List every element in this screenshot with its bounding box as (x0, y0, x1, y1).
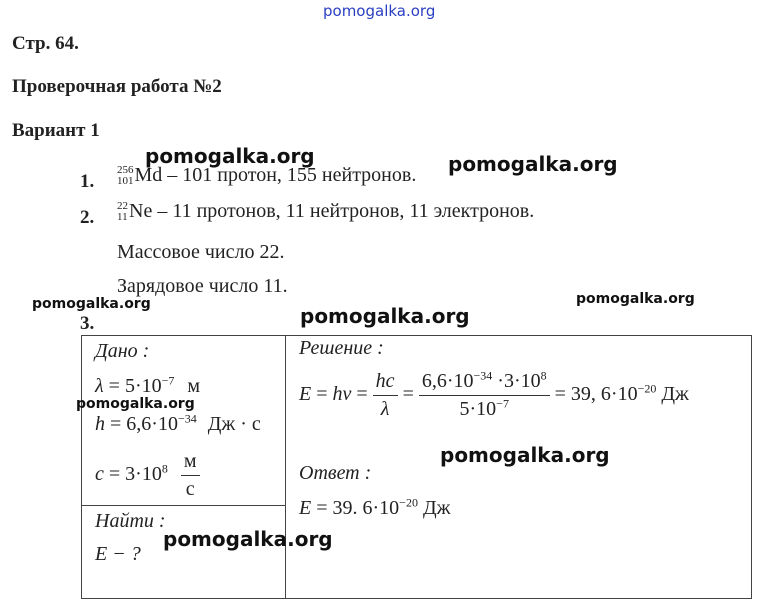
sol-frac1-denominator: λ (380, 398, 390, 420)
watermark-overlay: pomogalka.org (440, 443, 610, 467)
sol-frac2-num-a-exp: −34 (473, 368, 493, 383)
h-value: = 6,6·10 (105, 413, 178, 435)
c-unit-numerator: м (181, 450, 200, 476)
watermark-overlay: pomogalka.org (448, 152, 618, 176)
task2-isotope-indices (117, 201, 128, 223)
task1-charge-number: 101 (117, 175, 134, 188)
task1-isotope-indices (117, 165, 134, 187)
solution-formula (299, 370, 689, 421)
watermark-overlay: pomogalka.org (163, 527, 333, 551)
h-symbol: h (95, 413, 105, 435)
c-symbol: c (95, 463, 104, 486)
answer-label: Ответ : (299, 462, 372, 484)
sol-frac2-num-b-exp: 8 (540, 368, 547, 383)
solution-label: Решение : (299, 337, 384, 359)
given-lambda (95, 375, 200, 398)
watermark-overlay: pomogalka.org (576, 291, 695, 307)
c-exponent: 8 (161, 461, 168, 476)
task2-charge-line: Зарядовое число 11. (117, 275, 288, 297)
sol-energy-symbol: E (299, 383, 312, 406)
sol-fraction-hc-lambda (373, 370, 398, 421)
table-horizontal-divider (81, 505, 286, 506)
task1-number: 1. (80, 171, 95, 192)
sol-frac1-numerator: hc (373, 370, 398, 396)
page-label: Стр. 64. (12, 33, 79, 54)
sol-result: = 39, 6·10 (549, 383, 638, 406)
work-title: Проверочная работа №2 (12, 76, 222, 97)
h-unit: Дж · с (207, 413, 261, 435)
lambda-exponent: −7 (161, 373, 175, 388)
sol-frac2-den-exp: −7 (496, 396, 509, 411)
lambda-unit: м (187, 375, 201, 397)
find-label: Найти : (95, 510, 166, 532)
watermark-overlay: pomogalka.org (32, 296, 151, 312)
task2-mass-line: Массовое число 22. (117, 241, 285, 263)
answer-energy-symbol: E (299, 497, 312, 519)
c-unit-fraction (181, 450, 200, 501)
watermark-overlay: pomogalka.org (76, 396, 195, 412)
given-c (95, 450, 200, 501)
task2-number: 2. (80, 207, 95, 228)
sol-frac2-den-value: 5·10 (459, 398, 497, 420)
task2-text: – 11 протонов, 11 нейтронов, 11 электронов. (157, 200, 535, 222)
sol-equals: = (311, 383, 333, 406)
sol-equals-3: = (397, 383, 419, 406)
task2-line (117, 200, 534, 223)
sol-frac2-num-b: ·3·10 (492, 370, 541, 392)
task1-element-symbol: Md (134, 164, 163, 186)
sol-result-exp: −20 (637, 381, 657, 396)
answer-expression (299, 497, 450, 520)
c-value: = 3·10 (103, 463, 162, 486)
given-label: Дано : (95, 340, 150, 362)
given-h (95, 413, 261, 436)
sol-fraction-numeric (419, 370, 550, 421)
sol-equals-2: = (351, 383, 373, 406)
answer-exponent: −20 (399, 495, 418, 510)
task1-text: – 101 протон, 155 нейтронов. (167, 164, 417, 186)
task2-mass-number: 22 (117, 200, 128, 213)
c-unit-denominator: с (185, 478, 195, 500)
sol-frac2-numerator (419, 370, 550, 396)
lambda-value: = 5·10 (103, 375, 162, 397)
find-expression: E − ? (95, 543, 141, 565)
task1-mass-number: 256 (117, 164, 134, 177)
watermark-overlay: pomogalka.org (300, 304, 470, 328)
h-exponent: −34 (177, 411, 197, 426)
answer-value: = 39. 6·10 (311, 497, 400, 519)
answer-unit: Дж (417, 497, 451, 519)
lambda-symbol: λ (95, 375, 104, 397)
watermark-overlay: pomogalka.org (145, 144, 315, 168)
task2-element-symbol: Ne (129, 200, 153, 222)
sol-unit: Дж (656, 383, 689, 406)
task3-number: 3. (80, 313, 95, 334)
sol-frac2-denominator (460, 396, 509, 421)
variant-label: Вариант 1 (12, 120, 100, 141)
task2-charge-number: 11 (117, 211, 128, 224)
sol-frac2-num-a: 6,6·10 (421, 370, 474, 392)
sol-h-nu: hν (332, 383, 352, 406)
table-vertical-divider (285, 335, 286, 599)
watermark-top[interactable]: pomogalka.org (323, 2, 436, 20)
